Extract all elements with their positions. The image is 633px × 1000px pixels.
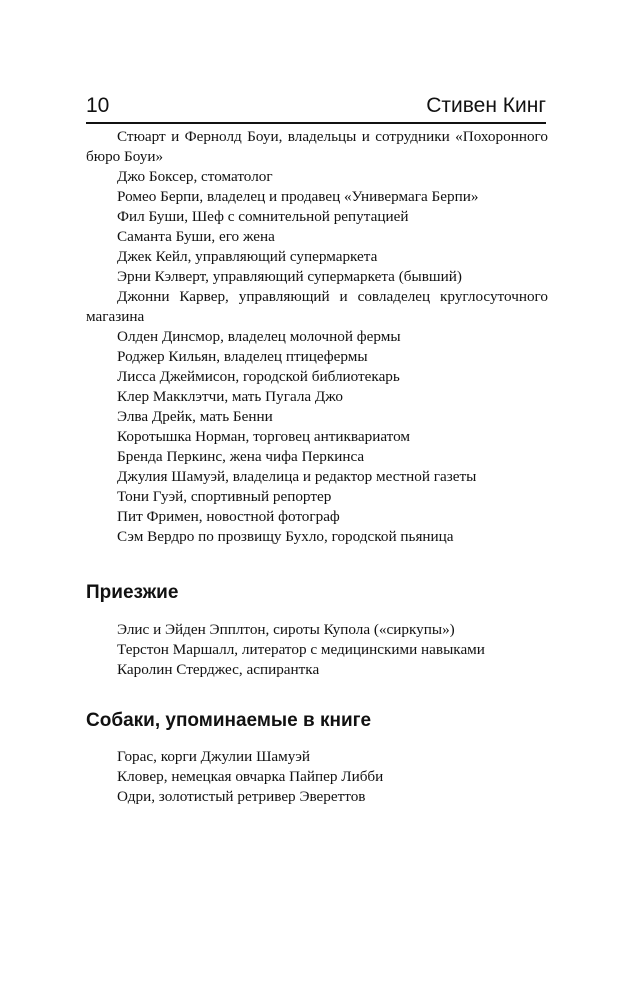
list-item: Каролин Стерджес, аспирантка (117, 661, 320, 678)
list-item: Горас, корги Джулии Шамуэй (117, 748, 310, 765)
list-item: Клер Макклэтчи, мать Пугала Джо (117, 388, 344, 405)
list-item: Тони Гуэй, спортивный репортер (117, 488, 332, 505)
section-heading-dogs: Собаки, упоминаемые в книге (86, 710, 372, 731)
list-item: Джек Кейл, управляющий супермаркета (117, 248, 378, 265)
list-item: Кловер, немецкая овчарка Пайпер Либби (117, 768, 384, 785)
arrivals-list (86, 620, 548, 680)
list-item: Одри, золотистый ретривер Эвереттов (117, 788, 366, 805)
list-item: Ромео Берпи, владелец и продавец «Универмага Берпи» (117, 188, 479, 205)
list-item: Фил Буши, Шеф с сомнительной репутацией (117, 208, 409, 225)
dogs-list (86, 747, 548, 807)
list-item: Терстон Маршалл, литератор с медицинскими навыками (117, 641, 485, 658)
list-item: Роджер Кильян, владелец птицефермы (117, 348, 368, 365)
list-item: Пит Фримен, новостной фотограф (117, 508, 340, 525)
list-item: Лисса Джеймисон, городской библиотекарь (117, 368, 400, 385)
page-number: 10 (86, 94, 110, 117)
running-title-author: Стивен Кинг (426, 94, 546, 117)
list-item: Джулия Шамуэй, владелица и редактор местной газеты (117, 468, 477, 485)
running-head (86, 93, 546, 123)
list-item: Джонни Карвер, управляющий и совладелец круглосуточного магазина (86, 288, 548, 325)
list-item: Бренда Перкинс, жена чифа Перкинса (117, 448, 365, 465)
list-item: Коротышка Норман, торговец антиквариатом (117, 428, 411, 445)
list-item: Эрни Кэлверт, управляющий супермаркета (бывший) (117, 268, 462, 285)
list-item: Джо Боксер, стоматолог (117, 168, 273, 185)
list-item: Олден Динсмор, владелец молочной фермы (117, 328, 401, 345)
list-item: Элва Дрейк, мать Бенни (117, 408, 273, 425)
list-item: Элис и Эйден Эпплтон, сироты Купола («сиркупы») (117, 621, 455, 638)
residents-list (86, 127, 548, 547)
section-heading-arrivals: Приезжие (86, 582, 179, 603)
header-rule (86, 122, 546, 124)
list-item: Саманта Буши, его жена (117, 228, 275, 245)
list-item: Стюарт и Фернолд Боуи, владельцы и сотрудники «Похоронного бюро Боуи» (86, 128, 548, 165)
list-item: Сэм Вердро по прозвищу Бухло, городской пьяница (117, 528, 454, 545)
